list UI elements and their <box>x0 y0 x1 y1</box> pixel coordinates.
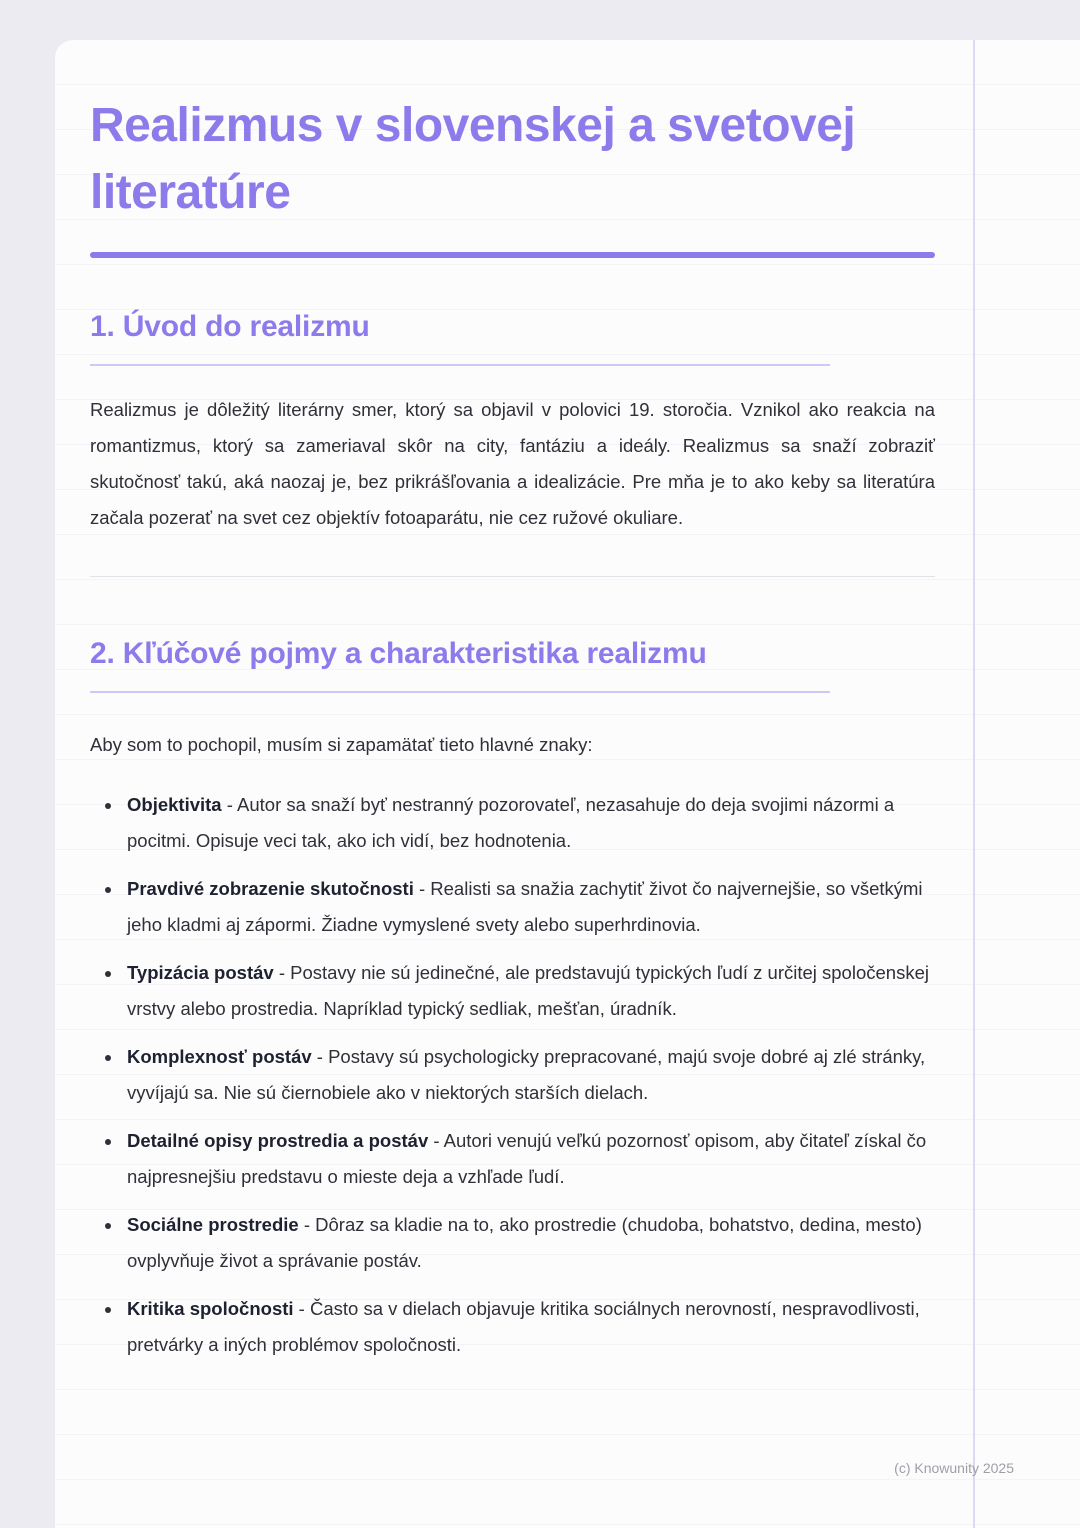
bullet-text: - Realisti sa snažia zachytiť život čo najvernejšie, so všetkými jeho kladmi aj zápormi. Žiadne vymyslené svety alebo superhrdinovia. <box>127 878 923 936</box>
list-item <box>123 1123 935 1195</box>
bullet-text: - Dôraz sa kladie na to, ako prostredie (chudoba, bohatstvo, dedina, mesto) ovplyvňuje život a správanie postáv. <box>127 1214 922 1272</box>
list-item <box>123 787 935 859</box>
section-1-heading: 1. Úvod do realizmu <box>90 310 370 344</box>
list-item <box>123 1207 935 1279</box>
list-item <box>123 955 935 1027</box>
bullet-text: - Autor sa snaží byť nestranný pozorovateľ, nezasahuje do deja svojimi názormi a pocitmi. Opisuje veci tak, ako ich vidí, bez hodnotenia. <box>127 794 895 852</box>
section-2-heading: 2. Kľúčové pojmy a charakteristika realizmu <box>90 637 707 671</box>
document-page <box>55 40 1080 1528</box>
bullet-text: - Postavy nie sú jedinečné, ale predstavujú typických ľudí z určitej spoločenskej vrstvy alebo prostredia. Napríklad typický sedliak, mešťan, úradník. <box>127 962 929 1020</box>
section-1-underline <box>90 364 830 366</box>
section-divider <box>90 576 935 577</box>
section-uvod <box>90 306 935 536</box>
list-item <box>123 1039 935 1111</box>
bullet-text: - Autori venujú veľkú pozornosť opisom, aby čitateľ získal čo najpresnejšiu predstavu o mieste deja a vzhľade ľudí. <box>127 1130 927 1188</box>
page-content <box>55 40 935 1363</box>
title-underline <box>90 252 935 258</box>
bullet-text: - Často sa v dielach objavuje kritika sociálnych nerovností, nespravodlivosti, pretvárky a iných problémov spoločnosti. <box>127 1298 920 1356</box>
page-title: Realizmus v slovenskej a svetovej literatúre <box>90 99 856 220</box>
bullet-term: Detailné opisy prostredia a postáv <box>127 1130 429 1152</box>
bullet-text: - Postavy sú psychologicky prepracované, majú svoje dobré aj zlé stránky, vyvíjajú sa. Nie sú čiernobiele ako v niektorých starších dielach. <box>127 1046 926 1104</box>
section-2-underline <box>90 691 830 693</box>
bullet-term: Kritika spoločnosti <box>127 1298 294 1320</box>
section-1-paragraph: Realizmus je dôležitý literárny smer, ktorý sa objavil v polovici 19. storočia. Vznikol ako reakcia na romantizmus, ktorý sa zameriaval skôr na city, fantáziu a ideály. Realizmus sa snaží zobraziť skutočnosť takú, aká naozaj je, bez prikrášľovania a idealizácie. Pre mňa je to ako keby sa literatúra začala pozerať na svet cez objektív fotoaparátu, nie cez ružové okuliare. <box>90 399 935 529</box>
footer-credit: (c) Knowunity 2025 <box>894 1460 1014 1476</box>
list-item <box>123 871 935 943</box>
section-klucove-pojmy <box>90 633 935 1363</box>
bullet-term: Komplexnosť postáv <box>127 1046 312 1068</box>
section-2-heading-wrap <box>90 633 750 675</box>
bullet-term: Typizácia postáv <box>127 962 274 984</box>
section-2-intro: Aby som to pochopil, musím si zapamätať tieto hlavné znaky: <box>90 734 593 756</box>
key-features-list <box>90 787 935 1363</box>
notebook-margin-line <box>973 40 975 1528</box>
list-item <box>123 1291 935 1363</box>
bullet-term: Objektivita <box>127 794 222 816</box>
bullet-term: Sociálne prostredie <box>127 1214 299 1236</box>
bullet-term: Pravdivé zobrazenie skutočnosti <box>127 878 414 900</box>
